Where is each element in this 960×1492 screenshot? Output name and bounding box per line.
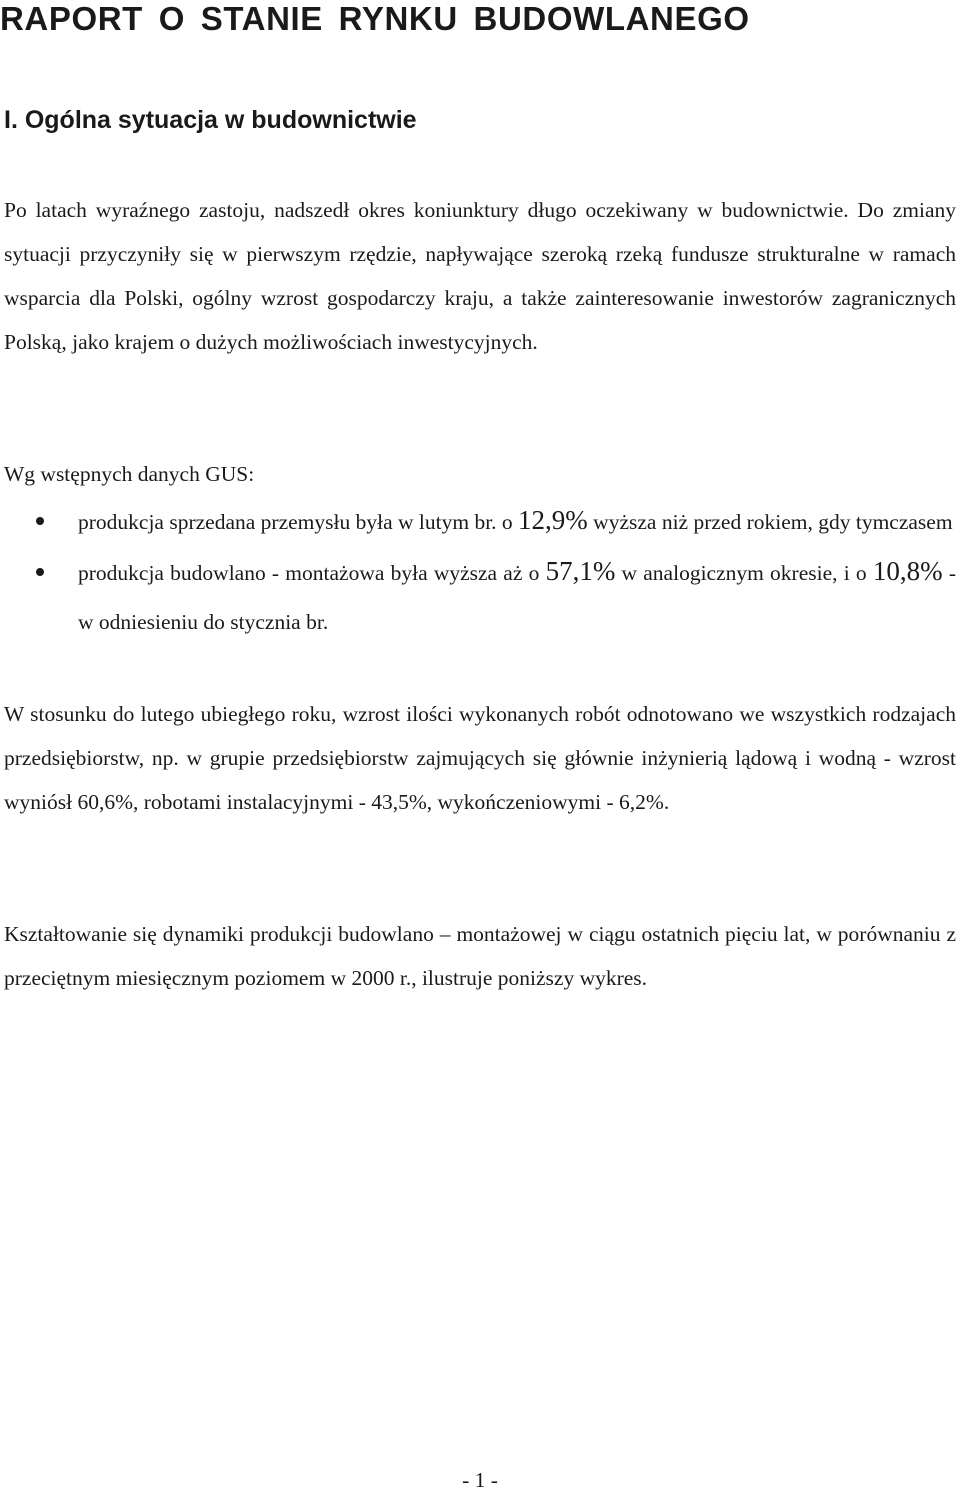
bullet-text-end: wyższa niż przed rokiem, gdy tymczasem [587,510,953,534]
gus-data-intro: Wg wstępnych danych GUS: [4,462,255,486]
bullet-text-end: - w odniesieniu do stycznia br. [78,561,956,634]
page-number: - 1 - [462,1468,498,1492]
chart-intro-paragraph: Kształtowanie się dynamiki produkcji budowlano – montażowej w ciągu ostatnich pięciu lat, w porównaniu z przeciętnym miesięcznym poziomem w 2000 r., ilustruje poniższy wykres. [4,922,956,990]
bullet-text-start: produkcja sprzedana przemysłu była w lutym br. o [78,510,519,534]
list-item [0,547,956,647]
section-heading: I. Ogólna sytuacja w budownictwie [4,106,417,134]
intro-paragraph: Po latach wyraźnego zastoju, nadszedł okres koniunktury długo oczekiwany w budownictwie. Do zmiany sytuacji przyczyniły się w pierwszym rzędzie, napływające szeroką rzeką fundusze strukturalne w ramach wsparcia dla Polski, ogólny wzrost gospodarczy kraju, a także zainteresowanie inwestorów zagranicznych Polską, jako krajem o dużych możliwościach inwestycyjnych. [4,198,956,354]
document-title: RAPORT O STANIE RYNKU BUDOWLANEGO [0,0,750,37]
growth-by-sector-paragraph: W stosunku do lutego ubiegłego roku, wzrost ilości wykonanych robót odnotowano we wszystkich rodzajach przedsiębiorstw, np. w grupie przedsiębiorstw zajmujących się głównie inżynierią lądową i wodną - wzrost wyniósł 60,6%, robotami instalacyjnymi - 43,5%, wykończeniowymi - 6,2%. [4,702,956,814]
bullet-icon [36,517,44,525]
industry-growth-value: 12,9% [518,505,588,535]
bullet-icon [36,568,44,576]
construction-yearly-growth-value: 57,1% [545,556,616,586]
list-item [0,496,956,547]
bullet-text-start: produkcja budowlano - montażowa była wyższa aż o [78,561,546,585]
gus-data-list [0,496,956,647]
bullet-text-middle: w analogicznym okresie, i o [615,561,873,585]
construction-monthly-growth-value: 10,8% [872,556,943,586]
